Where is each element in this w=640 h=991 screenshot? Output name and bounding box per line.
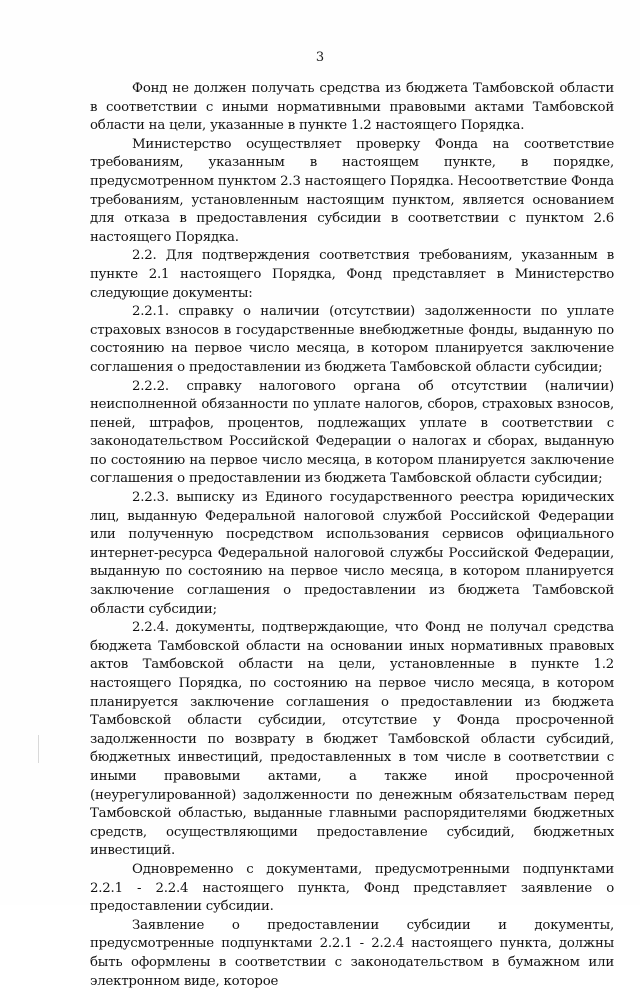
paragraph-2-2-1: 2.2.1. справку о наличии (отсутствии) задолженности по уплате страховых взносов в государственные внебюджетные фонды, выданную по состоянию на первое число месяца, в котором планируется заключение соглашения о предоставлении из бюджета Тамбовской области субсидии;	[90, 304, 614, 375]
paragraph-2-2-4: 2.2.4. документы, подтверждающие, что Фонд не получал средства бюджета Тамбовской области на основании иных нормативных правовых актов Тамбовской области на цели, установленные в пункте 1.2 настоящего Порядка, по состоянию на первое число месяца, в котором планируется заключение соглашения о предоставлении из бюджета Тамбовской области субсидии, отсутствие у Фонда просроченной задолженности по возврату в бюджет Тамбовской области субсидий, бюджетных инвестиций, предоставленных в том числе в соответствии с иными правовыми актами, а также иной просроченной (неурегулированной) задолженности по денежным обязательствам перед Тамбовской областью, выданные главными распорядителями бюджетных средств, осуществляющими предоставление субсидий, бюджетных инвестиций.	[90, 620, 614, 859]
paragraph-application: Одновременно с документами, предусмотренными подпунктами 2.2.1 - 2.2.4 настоящего пункта, Фонд представляет заявление о предоставлении субсидии.	[90, 861, 614, 915]
paragraph-2-2-2: 2.2.2. справку налогового органа об отсутствии (наличии) неисполненной обязанности по уплате налогов, сборов, страховых взносов, пеней, штрафов, процентов, подлежащих уплате в соответствии с законодательством Российской Федерации о налогах и сборах, выданную по состоянию на первое число месяца, в котором планируется заключение соглашения о предоставлении из бюджета Тамбовской области субсидии;	[90, 378, 614, 487]
page-number: 3	[315, 50, 325, 65]
paragraph-2-2-3: 2.2.3. выписку из Единого государственного реестра юридических лиц, выданную Федеральной налоговой службой Российской Федерации или полученную посредством использования сервисов официального интернет-ресурса Федеральной налоговой службы Российской Федерации, выданную по состоянию на первое число месяца, в котором планируется заключение соглашения о предоставлении из бюджета Тамбовской области субсидии;	[90, 490, 614, 617]
scan-margin-mark	[38, 735, 39, 763]
document-body	[90, 80, 614, 991]
paragraph-ministry-check: Министерство осуществляет проверку Фонда на соответствие требованиям, указанным в настоящем пункте, в порядке, предусмотренном пунктом 2.3 настоящего Порядка. Несоответствие Фонда требованиям, установленным настоящим пунктом, является основанием для отказа в предоставления субсидии в соответствии с пунктом 2.6 настоящего Порядка.	[90, 136, 614, 245]
paragraph-application-format: Заявление о предоставлении субсидии и документы, предусмотренные подпунктами 2.2.1 - 2.2.4 настоящего пункта, должны быть оформлены в соответствии с законодательством в бумажном или электронном виде, которое	[90, 917, 614, 989]
paragraph-fund-restriction: Фонд не должен получать средства из бюджета Тамбовской области в соответствии с иными нормативными правовыми актами Тамбовской области на цели, указанные в пункте 1.2 настоящего Порядка.	[90, 81, 614, 134]
paragraph-2-2: 2.2. Для подтверждения соответствия требованиям, указанным в пункте 2.1 настоящего Порядка, Фонд представляет в Министерство следующие документы:	[90, 248, 614, 301]
